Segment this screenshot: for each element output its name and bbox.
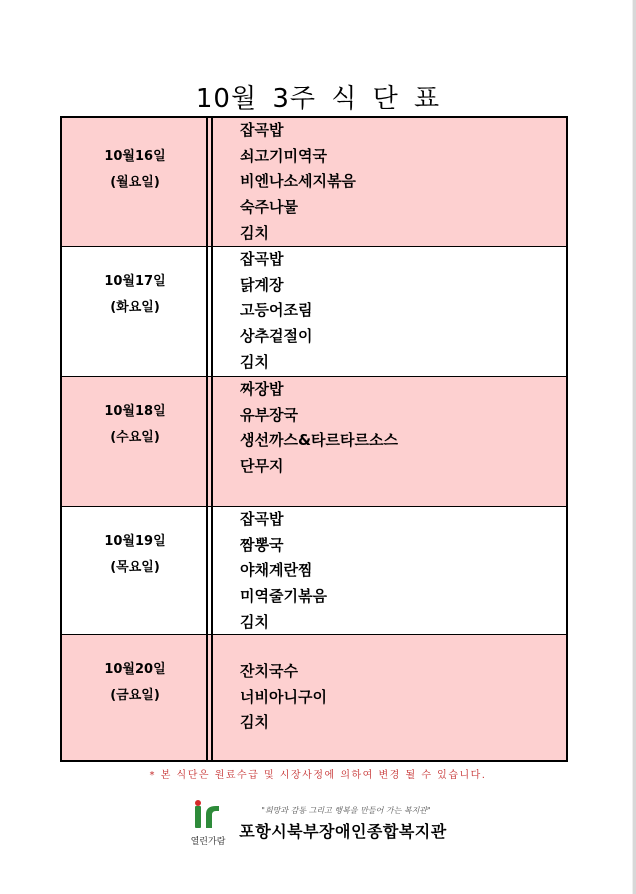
weekday-label: (화요일)	[110, 300, 160, 315]
menu-cell	[240, 247, 560, 376]
menu-item: 야채계란찜	[240, 561, 313, 580]
footer	[186, 800, 446, 850]
organization-name: 포항시북부장애인종합복지관	[239, 822, 447, 841]
date-cell	[62, 657, 208, 709]
menu-item: 잡곡밥	[240, 510, 284, 528]
table-row	[62, 118, 566, 246]
menu-item: 상추겉절이	[240, 327, 313, 346]
menu-item: 김치	[240, 352, 269, 371]
menu-item: 닭계장	[240, 275, 284, 294]
menu-item: 짜장밥	[240, 380, 284, 398]
menu-item: 고등어조림	[240, 301, 313, 320]
menu-item: 잔치국수	[240, 662, 298, 680]
weekday-label: (금요일)	[110, 688, 160, 703]
date-label: 10월19일	[104, 534, 166, 549]
menu-item: 생선까스&타르타르소스	[240, 431, 398, 450]
menu-item: 미역줄기볶음	[240, 587, 327, 606]
date-cell	[62, 144, 208, 196]
menu-item: 김치	[240, 713, 269, 732]
date-cell	[62, 529, 208, 581]
date-label: 10월17일	[104, 274, 166, 289]
menu-item: 김치	[240, 612, 269, 631]
menu-item: 김치	[240, 223, 269, 242]
page-title: 10월 3주 식 단 표	[195, 84, 441, 114]
menu-item: 너비아니구이	[240, 687, 327, 706]
date-cell	[62, 399, 208, 451]
menu-item: 짬뽕국	[240, 535, 284, 554]
menu-table	[60, 116, 568, 762]
menu-item: 단무지	[240, 457, 284, 476]
table-row	[62, 506, 566, 634]
menu-item: 잡곡밥	[240, 121, 284, 139]
menu-item: 쇠고기미역국	[240, 146, 327, 165]
menu-cell	[240, 377, 560, 480]
menu-item: 숙주나물	[240, 198, 298, 217]
weekday-label: (목요일)	[110, 560, 160, 575]
weekday-label: (월요일)	[110, 175, 160, 190]
column-divider	[206, 118, 208, 760]
slogan: "희망과 감동 그리고 행복을 만들어 가는 복지관"	[261, 806, 431, 815]
date-label: 10월18일	[104, 404, 166, 419]
column-divider	[211, 118, 213, 760]
date-cell	[62, 269, 208, 321]
table-row	[62, 634, 566, 760]
menu-cell	[240, 659, 560, 736]
date-label: 10월20일	[104, 662, 166, 677]
date-label: 10월16일	[104, 149, 166, 164]
menu-item: 잡곡밥	[240, 250, 284, 268]
menu-item: 유부장국	[240, 405, 298, 424]
logo-text: 열린가람	[190, 837, 226, 847]
menu-cell	[240, 118, 560, 247]
table-row	[62, 246, 566, 376]
table-row	[62, 376, 566, 506]
weekday-label: (수요일)	[110, 430, 160, 445]
menu-item: 비엔나소세지볶음	[240, 172, 356, 191]
menu-cell	[240, 507, 560, 636]
footnote: * 본 식단은 원료수급 및 시장사정에 의하여 변경 될 수 있습니다.	[149, 770, 487, 781]
